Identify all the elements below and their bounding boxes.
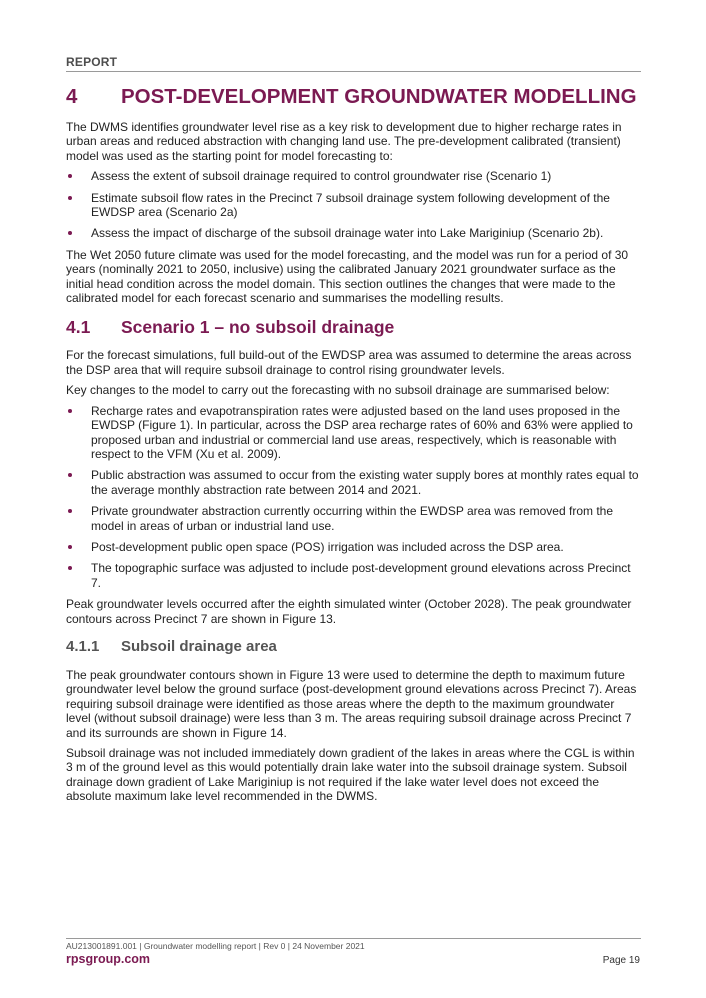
model-change-item: Private groundwater abstraction currently occurring within the EWDSP area was removed from the model in areas of urban or industrial land use. (66, 504, 641, 533)
model-change-item: Post-development public open space (POS) irrigation was included across the DSP area. (66, 540, 641, 554)
section-number: 4 (66, 85, 78, 108)
footer-website-link[interactable]: rpsgroup.com (66, 952, 151, 966)
section-intro: The DWMS identifies groundwater level rise as a key risk to development due to higher recharge rates in urban areas and reduced abstraction with changing land use. The pre-development calibrated (transient) model was used as the starting point for model forecasting to: (66, 120, 622, 163)
section-closing: The Wet 2050 future climate was used for the model forecasting, and the model was run for a period of 30 years (nominally 2021 to 2050, inclusive) using the calibrated January 2021 groundwater surface as the initial head condition across the model domain. This section outlines the changes that were made to the calibrated model for each forecast scenario and summarises the modelling results. (66, 247, 629, 306)
footer-divider (66, 938, 641, 939)
model-change-item: The topographic surface was adjusted to include post-development ground elevations across Precinct 7. (66, 561, 641, 590)
page-number: Page 19 (602, 955, 640, 966)
header-divider (66, 71, 641, 72)
section-title: POST-DEVELOPMENT GROUNDWATER MODELLING (121, 85, 637, 108)
document-body (66, 84, 641, 810)
subsubsection-para-2: Subsoil drainage was not included immediately down gradient of the lakes in areas where the CGL is within 3 m of the ground level as this would potentially drain lake water into the subsoil drainage system. Subsoil drainage down gradient of Lake Mariginiup is not required if the lake water level does not exceed the absolute maximum lake level recommended in the DWMS. (66, 746, 635, 804)
objective-item: Assess the extent of subsoil drainage required to control groundwater rise (Scenario 1) (66, 169, 641, 183)
objective-item: Assess the impact of discharge of the subsoil drainage water into Lake Mariginiup (Scenario 2b). (66, 226, 641, 240)
subsubsection-heading (66, 638, 641, 656)
subsection-heading (66, 317, 641, 337)
subsubsection-title: Subsoil drainage area (121, 637, 277, 655)
model-change-item: Recharge rates and evapotranspiration rates were adjusted based on the land uses proposed in the EWDSP (Figure 1). In particular, across the DSP area recharge rates of 60% and 63% were applied to proposed urban and industrial or commercial land use areas, respectively, which is reasonable with respect to the VFM (Xu et al. 2009). (66, 404, 641, 462)
subsection-para-3: Peak groundwater levels occurred after the eighth simulated winter (October 2028). The peak groundwater contours across Precinct 7 are shown in Figure 13. (66, 597, 632, 626)
report-header-label: REPORT (66, 55, 118, 69)
section-objectives-list (66, 169, 641, 241)
subsection-title: Scenario 1 – no subsoil drainage (121, 317, 395, 338)
subsubsection-para-1: The peak groundwater contours shown in Figure 13 were used to determine the depth to maximum future groundwater level below the ground surface (post-development ground elevations across Precinct 7). Areas requiring subsoil drainage were identified as those areas where the depth to the maximum groundwater level (without subsoil drainage) were less than 3 m. The areas requiring subsoil drainage across Precinct 7 and its surrounds are shown in Figure 14. (66, 667, 637, 740)
subsection-number: 4.1 (66, 317, 91, 338)
subsection-para-1: For the forecast simulations, full build-out of the EWDSP area was assumed to determine the areas across the DSP area that will require subsoil drainage to control rising groundwater levels. (66, 348, 632, 377)
footer-document-reference: AU213001891.001 | Groundwater modelling report | Rev 0 | 24 November 2021 (66, 941, 365, 951)
objective-item: Estimate subsoil flow rates in the Precinct 7 subsoil drainage system following development of the EWDSP area (Scenario 2a) (66, 191, 641, 220)
section-heading (66, 85, 641, 109)
model-change-item: Public abstraction was assumed to occur from the existing water supply bores at monthly rates equal to the average monthly abstraction rate between 2014 and 2021. (66, 468, 641, 497)
subsubsection-number: 4.1.1 (66, 637, 100, 655)
subsection-para-2: Key changes to the model to carry out the forecasting with no subsoil drainage are summarised below: (66, 383, 610, 398)
model-changes-list (66, 404, 641, 590)
